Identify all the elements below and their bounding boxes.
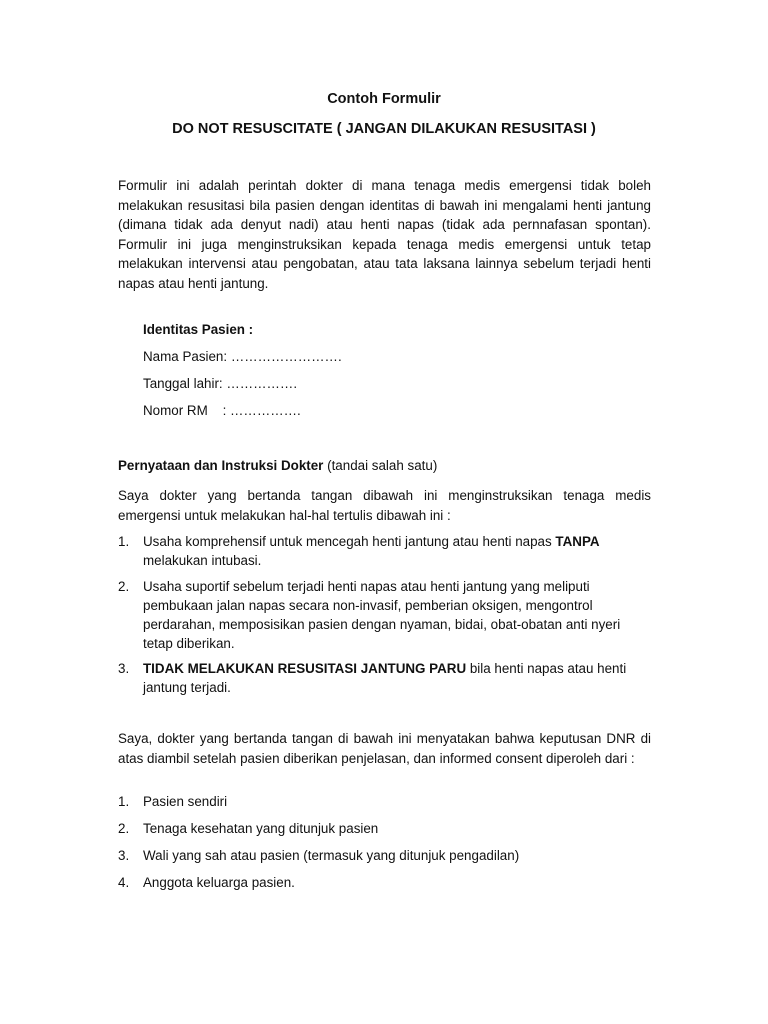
list-text: Tenaga kesehatan yang ditunjuk pasien <box>143 821 379 836</box>
list-text-part: bila henti napas atau henti jantung terjadi. <box>143 661 627 695</box>
patient-name-field: Nama Pasien: ……………………. <box>143 349 342 364</box>
list-text-part: melakukan intubasi. <box>143 553 262 568</box>
birth-date-field: Tanggal lahir: ……………. <box>143 376 298 391</box>
instructions-statement: Saya dokter yang bertanda tangan dibawah ini menginstruksikan tenaga medis emergensi untuk melakukan hal-hal tertulis dibawah ini : <box>118 488 651 523</box>
list-text: Pasien sendiri <box>143 794 228 809</box>
list-text-part: Usaha suportif sebelum terjadi henti napas atau henti jantung yang meliputi pembukaan jalan napas secara non-invasif, pemberian oksigen, mengontrol perdarahan, memposisikan pasien dengan nyaman, bidai, obat-obatan anti nyeri tetap diberikan. <box>143 579 621 651</box>
list-number: 1. <box>118 534 130 549</box>
document-subtitle: DO NOT RESUSCITATE ( JANGAN DILAKUKAN RESUSITASI ) <box>172 121 596 137</box>
instructions-heading <box>118 458 651 473</box>
list-text <box>143 532 651 570</box>
medical-record-field: Nomor RM : ……………. <box>143 403 301 418</box>
list-text: Wali yang sah atau pasien (termasuk yang ditunjuk pengadilan) <box>143 848 520 863</box>
list-item <box>118 794 651 814</box>
list-text-bold: TANPA <box>555 534 600 549</box>
list-item <box>118 848 651 868</box>
list-text-part: Usaha komprehensif untuk mencegah henti jantung atau henti napas <box>143 534 556 549</box>
list-number: 1. <box>118 794 130 809</box>
list-text <box>143 577 651 653</box>
intro-paragraph: Formulir ini adalah perintah dokter di mana tenaga medis emergensi tidak boleh melakukan resusitasi bila pasien dengan identitas di bawah ini mengalami henti jantung (dimana tidak ada denyut nadi) atau henti napas (tidak ada pernnafasan spontan). Formulir ini juga menginstruksikan kepada tenaga medis emergensi untuk tetap melakukan intervensi atau pengobatan, atau tata laksana lainnya sebelum terjadi henti napas atau henti jantung. <box>118 178 651 291</box>
document-title: Contoh Formulir <box>327 91 441 107</box>
instructions-heading-bold: Pernyataan dan Instruksi Dokter <box>118 458 324 473</box>
list-number: 3. <box>118 661 130 676</box>
identity-heading: Identitas Pasien : <box>143 322 254 337</box>
list-number: 4. <box>118 875 130 890</box>
list-number: 3. <box>118 848 130 863</box>
consent-statement: Saya, dokter yang bertanda tangan di bawah ini menyatakan bahwa keputusan DNR di atas diambil setelah pasien diberikan penjelasan, dan informed consent diperoleh dari : <box>118 731 651 766</box>
list-item <box>118 875 651 895</box>
list-text-bold: TIDAK MELAKUKAN RESUSITASI JANTUNG PARU <box>143 661 467 676</box>
list-text <box>143 659 651 697</box>
list-number: 2. <box>118 579 130 594</box>
instructions-heading-note: (tandai salah satu) <box>323 458 438 473</box>
list-item <box>118 821 651 841</box>
list-number: 2. <box>118 821 130 836</box>
list-text: Anggota keluarga pasien. <box>143 875 295 890</box>
